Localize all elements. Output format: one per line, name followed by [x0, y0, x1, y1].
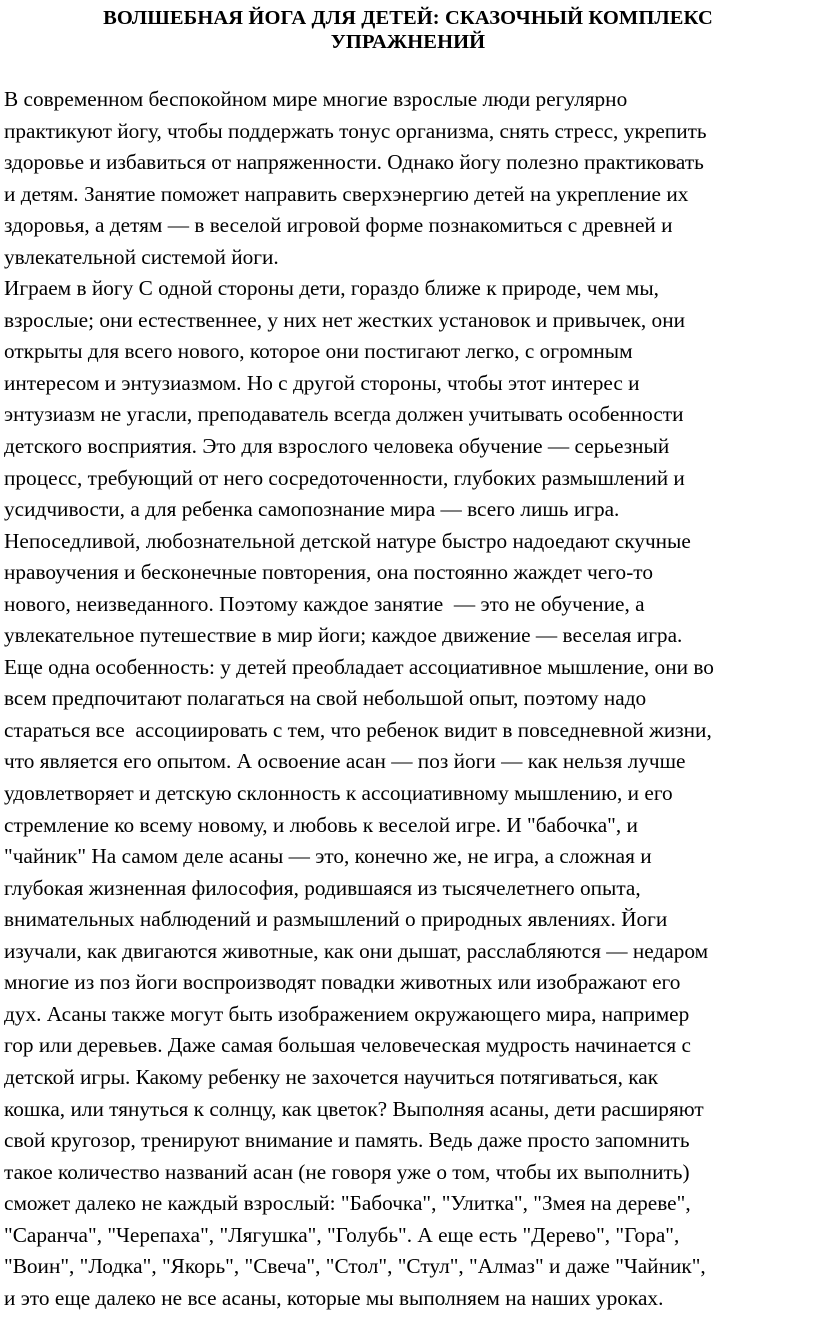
title-line: ВОЛШЕБНАЯ ЙОГА ДЛЯ ДЕТЕЙ: СКАЗОЧНЫЙ КОМПЛЕКС	[103, 7, 713, 29]
text-line: изучали, как двигаются животные, как они дышат, расслабляются — недаром	[4, 938, 709, 963]
text-line: такое количество названий асан (не говоря уже о том, чтобы их выполнить)	[4, 1159, 690, 1184]
text-line: удовлетворяет и детскую склонность к ассоциативному мышлению, и его	[4, 781, 673, 806]
text-line: интересом и энтузиазмом. Но с другой стороны, чтобы этот интерес и	[4, 370, 640, 395]
text-line: глубокая жизненная философия, родившаяся из тысячелетнего опыта,	[4, 875, 641, 900]
text-line: открыты для всего нового, которое они постигают легко, с огромным	[4, 339, 633, 364]
text-line: детской игры. Какому ребенку не захочется научиться потягиваться, как	[4, 1064, 659, 1089]
text-line: усидчивости, а для ребенка самопознание мира — всего лишь игра.	[4, 497, 620, 522]
text-line: нового, неизведанного. Поэтому каждое занятие — это не обучение, а	[4, 591, 645, 616]
document-title	[0, 6, 816, 54]
text-line: кошка, или тянуться к солнцу, как цветок? Выполняя асаны, дети расширяют	[4, 1096, 704, 1121]
document-body	[4, 84, 816, 1314]
text-line: практикуют йогу, чтобы поддержать тонус организма, снять стресс, укрепить	[4, 118, 707, 143]
text-line: увлекательное путешествие в мир йоги; каждое движение — веселая игра.	[4, 623, 683, 648]
text-line: здоровья, а детям — в веселой игровой форме познакомиться с древней и	[4, 213, 673, 238]
text-line: сможет далеко не каждый взрослый: "Бабочка", "Улитка", "Змея на дереве",	[4, 1191, 691, 1216]
text-line: стремление ко всему новому, и любовь к веселой игре. И "бабочка", и	[4, 812, 638, 837]
text-line: взрослые; они естественнее, у них нет жестких установок и привычек, они	[4, 307, 686, 332]
text-line: "Саранча", "Черепаха", "Лягушка", "Голубь". А еще есть "Дерево", "Гора",	[4, 1222, 680, 1247]
text-line: "Воин", "Лодка", "Якорь", "Свеча", "Стол", "Стул", "Алмаз" и даже "Чайник",	[4, 1254, 706, 1279]
text-line: гор или деревьев. Даже самая большая человеческая мудрость начинается с	[4, 1033, 691, 1058]
text-line: всем предпочитают полагаться на свой небольшой опыт, поэтому надо	[4, 686, 647, 711]
text-line: детского восприятия. Это для взрослого человека обучение — серьезный	[4, 434, 670, 459]
text-line: внимательных наблюдений и размышлений о природных явлениях. Йоги	[4, 907, 668, 932]
text-line: стараться все ассоциировать с тем, что ребенок видит в повседневной жизни,	[4, 717, 712, 742]
title-line: УПРАЖНЕНИЙ	[330, 31, 486, 53]
text-line: дух. Асаны также могут быть изображением окружающего мира, например	[4, 1001, 690, 1026]
text-line: нравоучения и бесконечные повторения, она постоянно жаждет чего-то	[4, 560, 653, 585]
text-line: что является его опытом. А освоение асан — поз йоги — как нельзя лучше	[4, 749, 686, 774]
text-line: многие из поз йоги воспроизводят повадки животных или изображают его	[4, 970, 681, 995]
text-line: энтузиазм не угасли, преподаватель всегда должен учитывать особенности	[4, 402, 684, 427]
text-line: здоровье и избавиться от напряженности. Однако йогу полезно практиковать	[4, 150, 704, 175]
text-line: Еще одна особенность: у детей преобладает ассоциативное мышление, они во	[4, 654, 714, 679]
text-line: свой кругозор, тренируют внимание и память. Ведь даже просто запомнить	[4, 1128, 690, 1153]
text-line: "чайник" На самом деле асаны — это, конечно же, не игра, а сложная и	[4, 844, 652, 869]
text-line: процесс, требующий от него сосредоточенности, глубоких размышлений и	[4, 465, 685, 490]
text-line: Непоседливой, любознательной детской натуре быстро надоедают скучные	[4, 528, 691, 553]
text-line: Играем в йогу С одной стороны дети, гораздо ближе к природе, чем мы,	[4, 276, 660, 301]
text-line: увлекательной системой йоги.	[4, 244, 279, 269]
text-line: и это еще далеко не все асаны, которые мы выполняем на наших уроках.	[4, 1285, 664, 1310]
text-line: и детям. Занятие поможет направить сверхэнергию детей на укрепление их	[4, 181, 689, 206]
text-line: В современном беспокойном мире многие взрослые люди регулярно	[4, 87, 628, 111]
